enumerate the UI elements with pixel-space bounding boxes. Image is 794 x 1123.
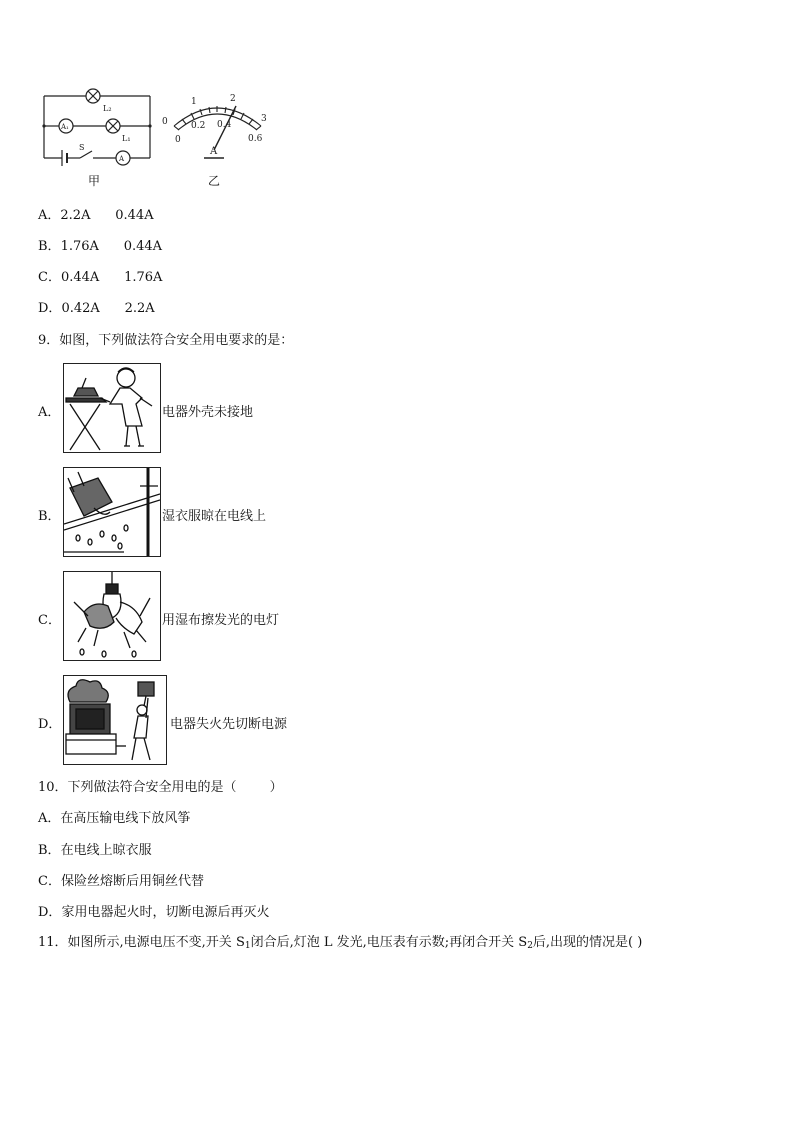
- wet-cloth-bulb-illustration: [64, 572, 160, 660]
- q9-option-d-caption: 电器失火先切断电源: [170, 717, 288, 732]
- l1-label: L₁: [122, 134, 131, 143]
- top-scale-2: 2: [230, 94, 236, 104]
- q9-option-a-image: [63, 363, 161, 453]
- unit-label: A: [210, 146, 218, 157]
- a-label: A: [119, 155, 125, 163]
- circuit-figure: [38, 84, 156, 190]
- l2-label: L₂: [103, 104, 112, 113]
- ironing-illustration: [64, 364, 160, 452]
- q10-stem: 10．下列做法符合安全用电的是（ ）: [38, 780, 283, 795]
- q9-stem: 9．如图，下列做法符合安全用电要求的是：: [38, 333, 294, 348]
- q9-option-b-letter: B．: [38, 509, 61, 524]
- q8-option-d: D．0.42A 2.2A: [38, 301, 155, 316]
- wet-clothes-illustration: [64, 468, 160, 556]
- q9-option-d-letter: D．: [38, 717, 62, 732]
- top-scale-3: 3: [261, 114, 267, 124]
- a1-label: A₁: [61, 123, 69, 131]
- q8-option-c: C．0.44A 1.76A: [38, 270, 163, 285]
- ammeter-figure: [160, 84, 275, 190]
- q10-option-a: A．在高压输电线下放风筝: [38, 811, 191, 826]
- q10-option-c: C．保险丝熔断后用铜丝代替: [38, 874, 204, 889]
- q9-option-a-letter: A．: [38, 405, 61, 420]
- q9-option-c-letter: C．: [38, 613, 61, 628]
- q9-option-d-image: [63, 675, 167, 765]
- q10-option-d: D．家用电器起火时，切断电源后再灭火: [38, 905, 270, 920]
- bottom-scale-2: 0.4: [217, 120, 232, 130]
- q8-option-a: A．2.2A 0.44A: [38, 208, 154, 223]
- q9-option-c-caption: 用湿布擦发光的电灯: [162, 613, 280, 628]
- bottom-scale-3: 0.6: [248, 134, 263, 144]
- ammeter-caption: 乙: [208, 174, 221, 188]
- circuit-caption: 甲: [88, 174, 101, 188]
- bottom-scale-0: 0: [175, 135, 181, 145]
- q8-option-b: B．1.76A 0.44A: [38, 239, 163, 254]
- fire-cut-power-illustration: [64, 676, 166, 764]
- q11-stem: 11．如图所示,电源电压不变,开关 $S_1$闭合后,灯泡 L 发光,电压表有示数;再闭合开关 $S_2$后,出现的情况是( ): [38, 935, 643, 951]
- q9-option-b-image: [63, 467, 161, 557]
- q9-option-b-caption: 湿衣服晾在电线上: [162, 509, 267, 524]
- switch-label: S: [79, 143, 85, 152]
- top-scale-0: 0: [162, 117, 168, 127]
- q9-option-c-image: [63, 571, 161, 661]
- top-scale-1: 1: [191, 97, 197, 107]
- q10-option-b: B．在电线上晾衣服: [38, 843, 152, 858]
- bottom-scale-1: 0.2: [191, 121, 206, 131]
- q9-option-a-caption: 电器外壳未接地: [162, 405, 254, 420]
